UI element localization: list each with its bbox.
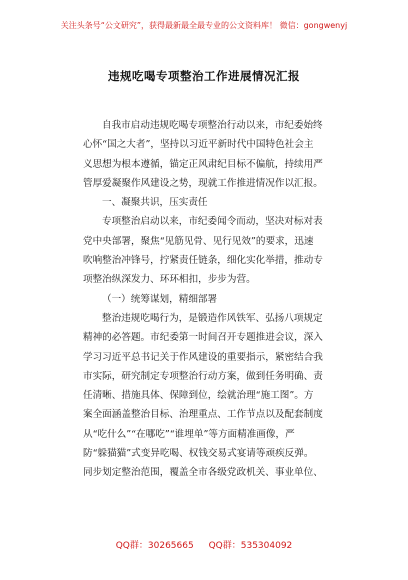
- paragraph-line: 专项整治启动以来，市纪委闻令而动，坚决对标对表: [102, 216, 323, 228]
- section-heading: （一）统筹谋划，精细部署: [102, 293, 218, 305]
- paragraph-line: 自我市启动违规吃喝专项整治行动以来，市纪委始终: [102, 120, 323, 131]
- paragraph-line: 学习习近平总书记关于作风建设的重要指示，紧密结合我: [83, 351, 323, 363]
- paragraph-line: 心怀“国之大者”，坚持以习近平新时代中国特色社会主: [83, 139, 314, 151]
- footer-qq-groups: [0, 538, 408, 551]
- document-title: 违规吃喝专项整治工作进展情况汇报: [108, 69, 300, 83]
- paragraph-line: 任清晰、措施具体、保障到位，绘就治理“施工图”。方: [83, 390, 314, 402]
- paragraph-line: 市实际，研究制定专项整治行动方案，做到任务明确、责: [83, 370, 323, 382]
- paragraph-line: 同步划定整治范围，覆盖全市各级党政机关、事业单位、: [83, 467, 323, 479]
- paragraph-line: 案全面涵盖整治目标、治理重点、工作节点以及配套制度: [83, 409, 323, 421]
- footer-qq-group-1: QQ群：30265665: [115, 541, 194, 551]
- paragraph-line: 管厚爱凝聚作风建设之势，现就工作推进情况作以汇报。: [83, 177, 323, 189]
- paragraph-line: 吹响整治冲锋号，拧紧责任链条，细化实化举措，推动专: [83, 255, 323, 267]
- paragraph-line: 党中央部署，聚焦“见筋见骨、见行见效”的要求，迅速: [83, 235, 314, 247]
- header-banner: 关注头条号“公文研究”，获得最新最全最专业的公文资料库！ 微信：gongwenyj: [60, 21, 348, 30]
- paragraph-line: 整治违规吃喝行为，是锻造作风铁军、弘扬八项规定: [102, 312, 323, 324]
- paragraph-line: 从“吃什么”“在哪吃”“谁埋单”等方面精准画像，严: [83, 428, 295, 440]
- paragraph-line: 精神的必答题。市纪委第一时间召开专题推进会议，深入: [83, 332, 323, 344]
- document-body: [83, 116, 353, 483]
- paragraph-line: 义思想为根本遵循，锚定正风肃纪目标不偏航，持续用严: [83, 158, 323, 170]
- paragraph-line: 项整治纵深发力、环环相扣，步步为营。: [83, 274, 256, 286]
- footer-qq-group-2: QQ群：535304092: [208, 541, 293, 551]
- section-heading: 一、凝聚共识，压实责任: [102, 197, 208, 209]
- paragraph-line: 防“躲猫猫”式变异吃喝、权钱交易式宴请等顽疾反弹。: [83, 448, 314, 460]
